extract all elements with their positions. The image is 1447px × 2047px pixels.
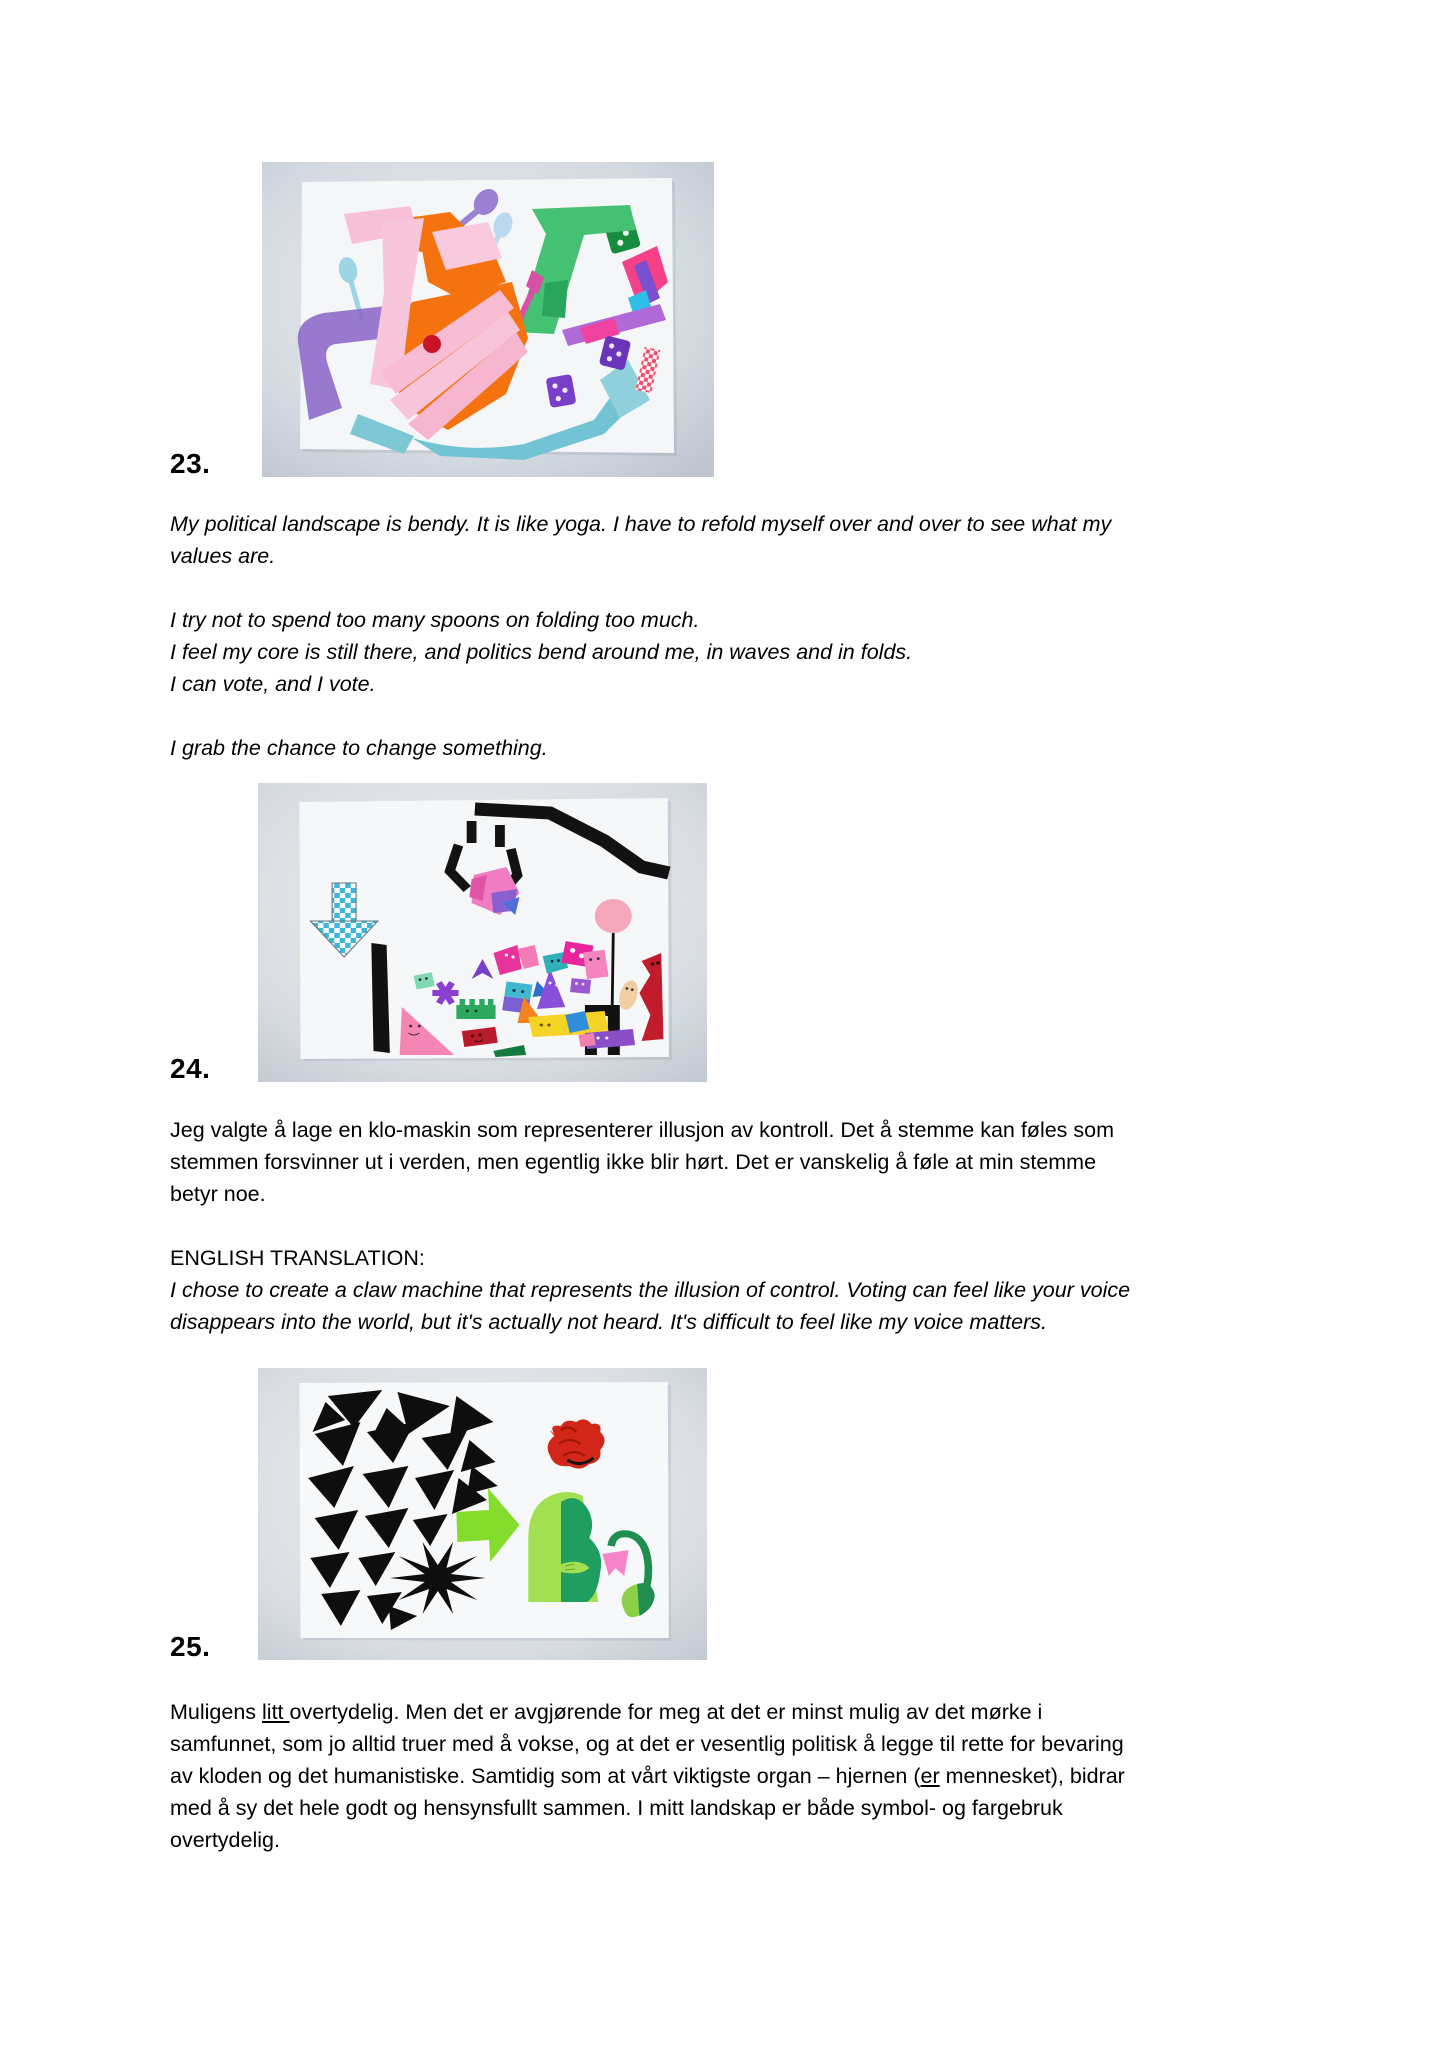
claw-machine-image	[258, 783, 707, 1082]
caption-24-norwegian	[170, 1114, 1320, 1210]
text-line: I feel my core is still there, and politics bend around me, in waves and in folds.	[170, 640, 913, 664]
figure-25-photo	[258, 1368, 707, 1660]
red-dot	[423, 335, 441, 353]
triangles-figure-image	[258, 1368, 707, 1660]
caption-24	[170, 1114, 1320, 1338]
text-line: I chose to create a claw machine that represents the illusion of control. Voting can feel like your voice	[170, 1278, 1131, 1302]
figure-24-number: 24.	[170, 1053, 211, 1084]
text-segment: av kloden og det humanistiske. Samtidig som at vårt viktigste organ – hjernen (	[170, 1764, 921, 1788]
figure-25-label	[170, 1630, 210, 1663]
text-line	[170, 1760, 1320, 1792]
caption-23	[170, 508, 1320, 764]
text-line: I can vote, and I vote.	[170, 672, 376, 696]
caption-25	[170, 1696, 1320, 1856]
figure-23-photo	[262, 162, 714, 477]
caption-24-translation	[170, 1274, 1320, 1338]
text-segment: overtydelig. Men det er avgjørende for meg at det er minst mulig av det mørke i	[289, 1700, 1043, 1724]
text-line: My political landscape is bendy. It is like yoga. I have to refold myself over and over to see what my	[170, 512, 1112, 536]
text-segment: mennesket), bidrar	[939, 1764, 1125, 1788]
figure-25-number: 25.	[170, 1631, 211, 1662]
text-line: med å sy det hele godt og hensynsfullt sammen. I mitt landskap er både symbol- og fargebruk	[170, 1796, 1063, 1820]
text-line: betyr noe.	[170, 1182, 266, 1206]
text-line: samfunnet, som jo alltid truer med å vokse, og at det er vesentlig politisk å legge til rette for bevaring	[170, 1732, 1124, 1756]
text-line: disappears into the world, but it's actually not heard. It's difficult to feel like my voice matters.	[170, 1310, 1047, 1334]
underlined-text: er	[920, 1764, 940, 1788]
figure-24-label	[170, 1052, 210, 1085]
caption-24-translation-heading: ENGLISH TRANSLATION:	[170, 1246, 425, 1270]
underlined-text: litt	[262, 1700, 290, 1724]
text-segment: Muligens	[170, 1700, 263, 1724]
text-line	[170, 572, 1320, 604]
red-brain	[548, 1419, 605, 1468]
figure-24-photo	[258, 783, 707, 1082]
text-line: I try not to spend too many spoons on folding too much.	[170, 608, 700, 632]
text-line: Jeg valgte å lage en klo-maskin som representerer illusjon av kontroll. Det å stemme kan føles som	[170, 1118, 1115, 1142]
text-line: I grab the chance to change something.	[170, 736, 548, 760]
collage-ribbons-image	[262, 162, 714, 477]
text-line: stemmen forsvinner ut i verden, men egentlig ikke blir hørt. Det er vanskelig å føle at min stemme	[170, 1150, 1097, 1174]
figure-23-label	[170, 447, 210, 480]
text-line	[170, 700, 1320, 732]
text-line	[170, 1696, 1320, 1728]
figure-23-number: 23.	[170, 448, 211, 479]
text-line: overtydelig.	[170, 1828, 280, 1852]
text-line: values are.	[170, 544, 276, 568]
